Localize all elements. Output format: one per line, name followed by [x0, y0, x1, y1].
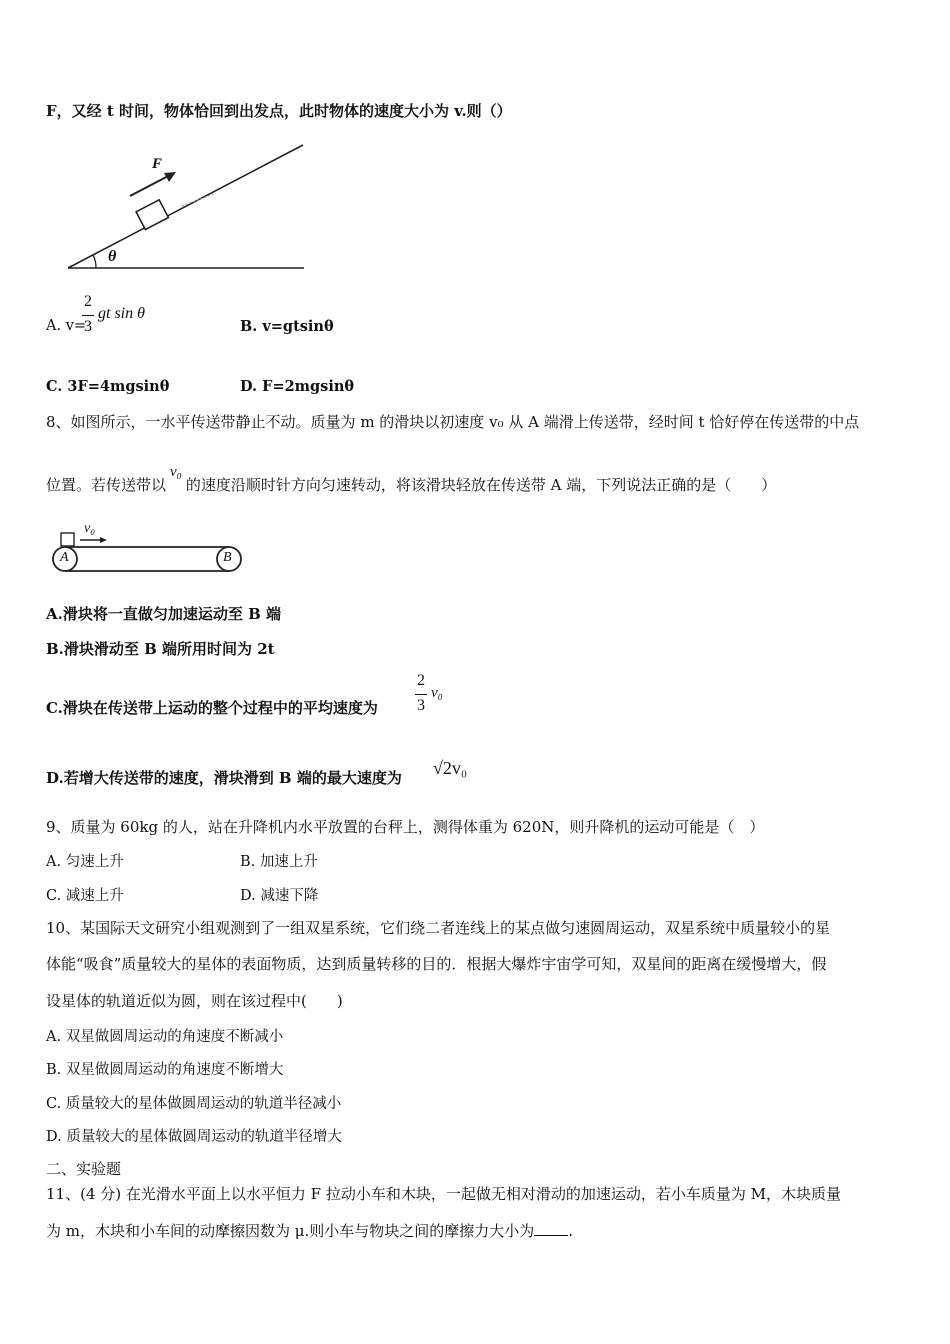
q7-option-a-expr: gt sin θ [98, 305, 145, 322]
q10-option-a: A. 双星做圆周运动的角速度不断减小 [46, 1029, 284, 1045]
conveyor-figure [50, 524, 250, 580]
q8-stem-line1: 8、如图所示，一水平传送带静止不动。质量为 m 的滑块以初速度 v₀ 从 A 端滑上传送带，经时间 t 恰好停在传送带的中点 [46, 413, 860, 431]
q10-option-d: D. 质量较大的星体做圆周运动的轨道半径增大 [46, 1129, 342, 1145]
q7-option-a-fracbar [82, 315, 94, 316]
q7-option-a: A. v= [46, 318, 87, 334]
q10-option-c: C. 质量较大的星体做圆周运动的轨道半径减小 [46, 1096, 342, 1112]
q8-option-c-num: 2 [417, 672, 425, 689]
q9-option-d: D. 减速下降 [240, 888, 319, 904]
q9-stem: 9、质量为 60kg 的人，站在升降机内水平放置的台秤上，测得体重为 620N，则升降机的运动可能是（ ） [46, 818, 765, 836]
q10-option-b: B. 双星做圆周运动的角速度不断增大 [46, 1062, 284, 1078]
q11-stem-line2: 为 m，木块和小车间的动摩擦因数为 μ.则小车与物块之间的摩擦力大小为 . [46, 1222, 574, 1240]
q7-option-a-den: 3 [84, 318, 92, 335]
conveyor-b-label: B [223, 550, 232, 565]
q8-option-c-fracbar [415, 694, 427, 695]
force-label: F [152, 156, 163, 172]
q9-option-c: C. 减速上升 [46, 888, 124, 904]
q7-option-b: B. v=gtsinθ [240, 318, 334, 335]
q7-option-a-num: 2 [84, 293, 92, 310]
q7-option-c: C. 3F=4mgsinθ [46, 378, 170, 395]
q11-stem-line1: 11、(4 分) 在光滑水平面上以水平恒力 F 拉动小车和木块，一起做无相对滑动的加速运动，若小车质量为 M，木块质量 [46, 1185, 841, 1203]
q8-option-b: B.滑块滑动至 B 端所用时间为 2t [46, 640, 275, 658]
q8-option-c-den: 3 [417, 697, 425, 714]
conveyor-v0-label: v₀ [84, 521, 96, 536]
q8-stem-line2: 位置。若传送带以v₀的速度沿顺时针方向匀速转动，将该滑块轻放在传送带 A 端，下列说法正确的是（ ） [46, 464, 777, 494]
angle-label: θ [108, 248, 117, 265]
q8-option-d-expr: √2v₀ [433, 758, 468, 778]
q9-option-b: B. 加速上升 [240, 854, 318, 870]
conveyor-a-label: A [60, 550, 69, 565]
q10-stem-line2: 体能“吸食”质量较大的星体的表面物质，达到质量转移的目的．根据大爆炸宇宙学可知，双星间的距离在缓慢增大，假 [46, 955, 827, 973]
q10-stem-line3: 设星体的轨道近似为圆，则在该过程中( ) [46, 992, 343, 1010]
q7-stem-tail: F，又经 t 时间，物体恰回到出发点，此时物体的速度大小为 v.则（） [46, 102, 512, 120]
q7-option-d: D. F=2mgsinθ [240, 378, 355, 395]
q8-option-a: A.滑块将一直做匀加速运动至 B 端 [46, 605, 281, 623]
q10-stem-line1: 10、某国际天文研究小组观测到了一组双星系统，它们绕二者连线上的某点做匀速圆周运动，双星系统中质量较小的星 [46, 919, 831, 937]
q8-v0-symbol: v₀ [170, 464, 182, 480]
q8-option-c: C.滑块在传送带上运动的整个过程中的平均速度为 [46, 699, 378, 717]
q8-option-d: D.若增大传送带的速度，滑块滑到 B 端的最大速度为 [46, 769, 402, 787]
q9-option-a: A. 匀速上升 [46, 854, 124, 870]
section-title: 二、实验题 [46, 1160, 122, 1178]
q8-option-c-var: v₀ [431, 685, 443, 701]
answer-blank [534, 1221, 568, 1236]
incline-figure [60, 140, 330, 285]
